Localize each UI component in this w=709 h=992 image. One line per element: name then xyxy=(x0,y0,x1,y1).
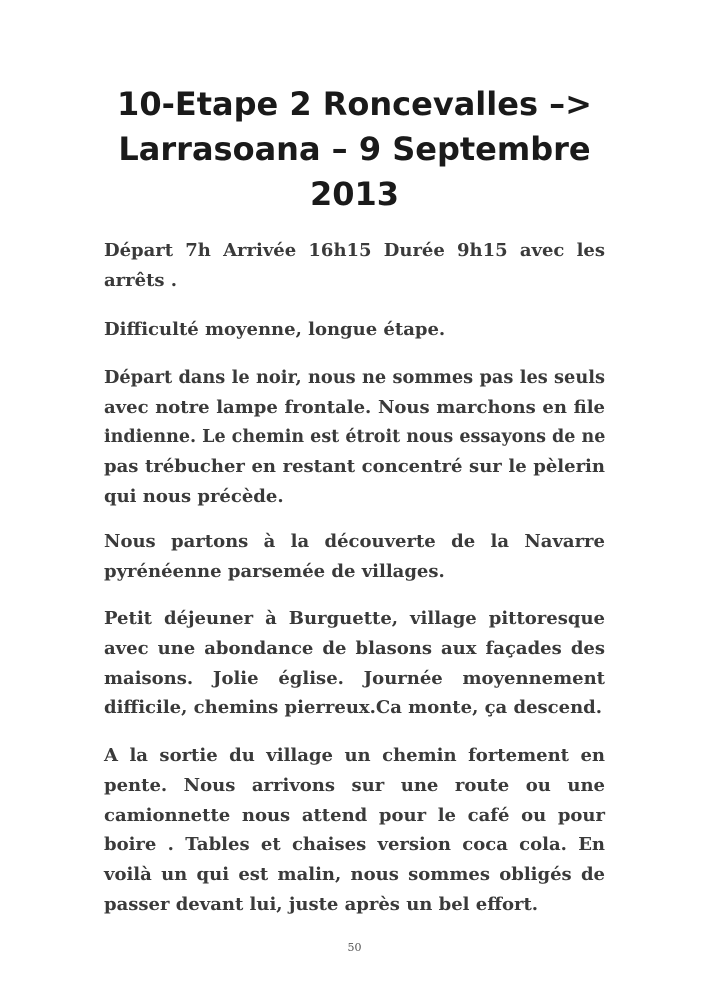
text-line: maisons. Jolie église. Journée moyennement xyxy=(104,667,605,689)
text-line: voilà un qui est malin, nous sommes obligés de xyxy=(104,864,605,886)
text-line: Difficulté moyenne, longue étape. xyxy=(104,319,446,340)
text-line: qui nous précède. xyxy=(104,486,284,508)
text-line: camionnette nous attend pour le café ou pour xyxy=(104,804,605,826)
text-line: Départ dans le noir, nous ne sommes pas les seuls xyxy=(104,367,605,388)
text-line: avec une abondance de blasons aux façades des xyxy=(104,637,605,659)
text-line: boire . Tables et chaises version coca cola. En xyxy=(104,834,605,856)
text-line: Petit déjeuner à Burguette, village pittoresque xyxy=(104,608,605,629)
text-line: passer devant lui, juste après un bel effort. xyxy=(104,893,539,915)
paragraph-village-exit xyxy=(104,741,605,920)
text-line: A la sortie du village un chemin fortement en xyxy=(104,745,605,766)
text-line: pas trébucher en restant concentré sur le pèlerin xyxy=(104,456,605,478)
title-line: 10-Etape 2 Roncevalles –> xyxy=(117,85,592,123)
title-line: Larrasoana – 9 Septembre xyxy=(118,130,591,168)
text-line: Nous partons à la découverte de la Navarre xyxy=(104,531,605,552)
paragraph-difficulty xyxy=(104,315,605,345)
page-number: 50 xyxy=(347,941,362,954)
text-line: indienne. Le chemin est étroit nous essayons de ne xyxy=(104,426,606,447)
chapter-title xyxy=(104,82,605,217)
text-line: pyrénéenne parsemée de villages. xyxy=(104,560,445,582)
paragraph-burguette xyxy=(104,604,605,723)
text-line: pente. Nous arrivons sur une route ou une xyxy=(104,774,605,796)
paragraph-navarre xyxy=(104,527,605,587)
paragraph-departure xyxy=(104,363,605,512)
paragraph-schedule xyxy=(104,236,605,296)
text-line: Départ 7h Arrivée 16h15 Durée 9h15 avec les xyxy=(104,240,605,261)
title-line: 2013 xyxy=(309,175,400,213)
text-line: arrêts . xyxy=(104,269,178,291)
text-line: avec notre lampe frontale. Nous marchons en file xyxy=(104,396,605,418)
text-line: difficile, chemins pierreux.Ca monte, ça descend. xyxy=(104,697,603,719)
